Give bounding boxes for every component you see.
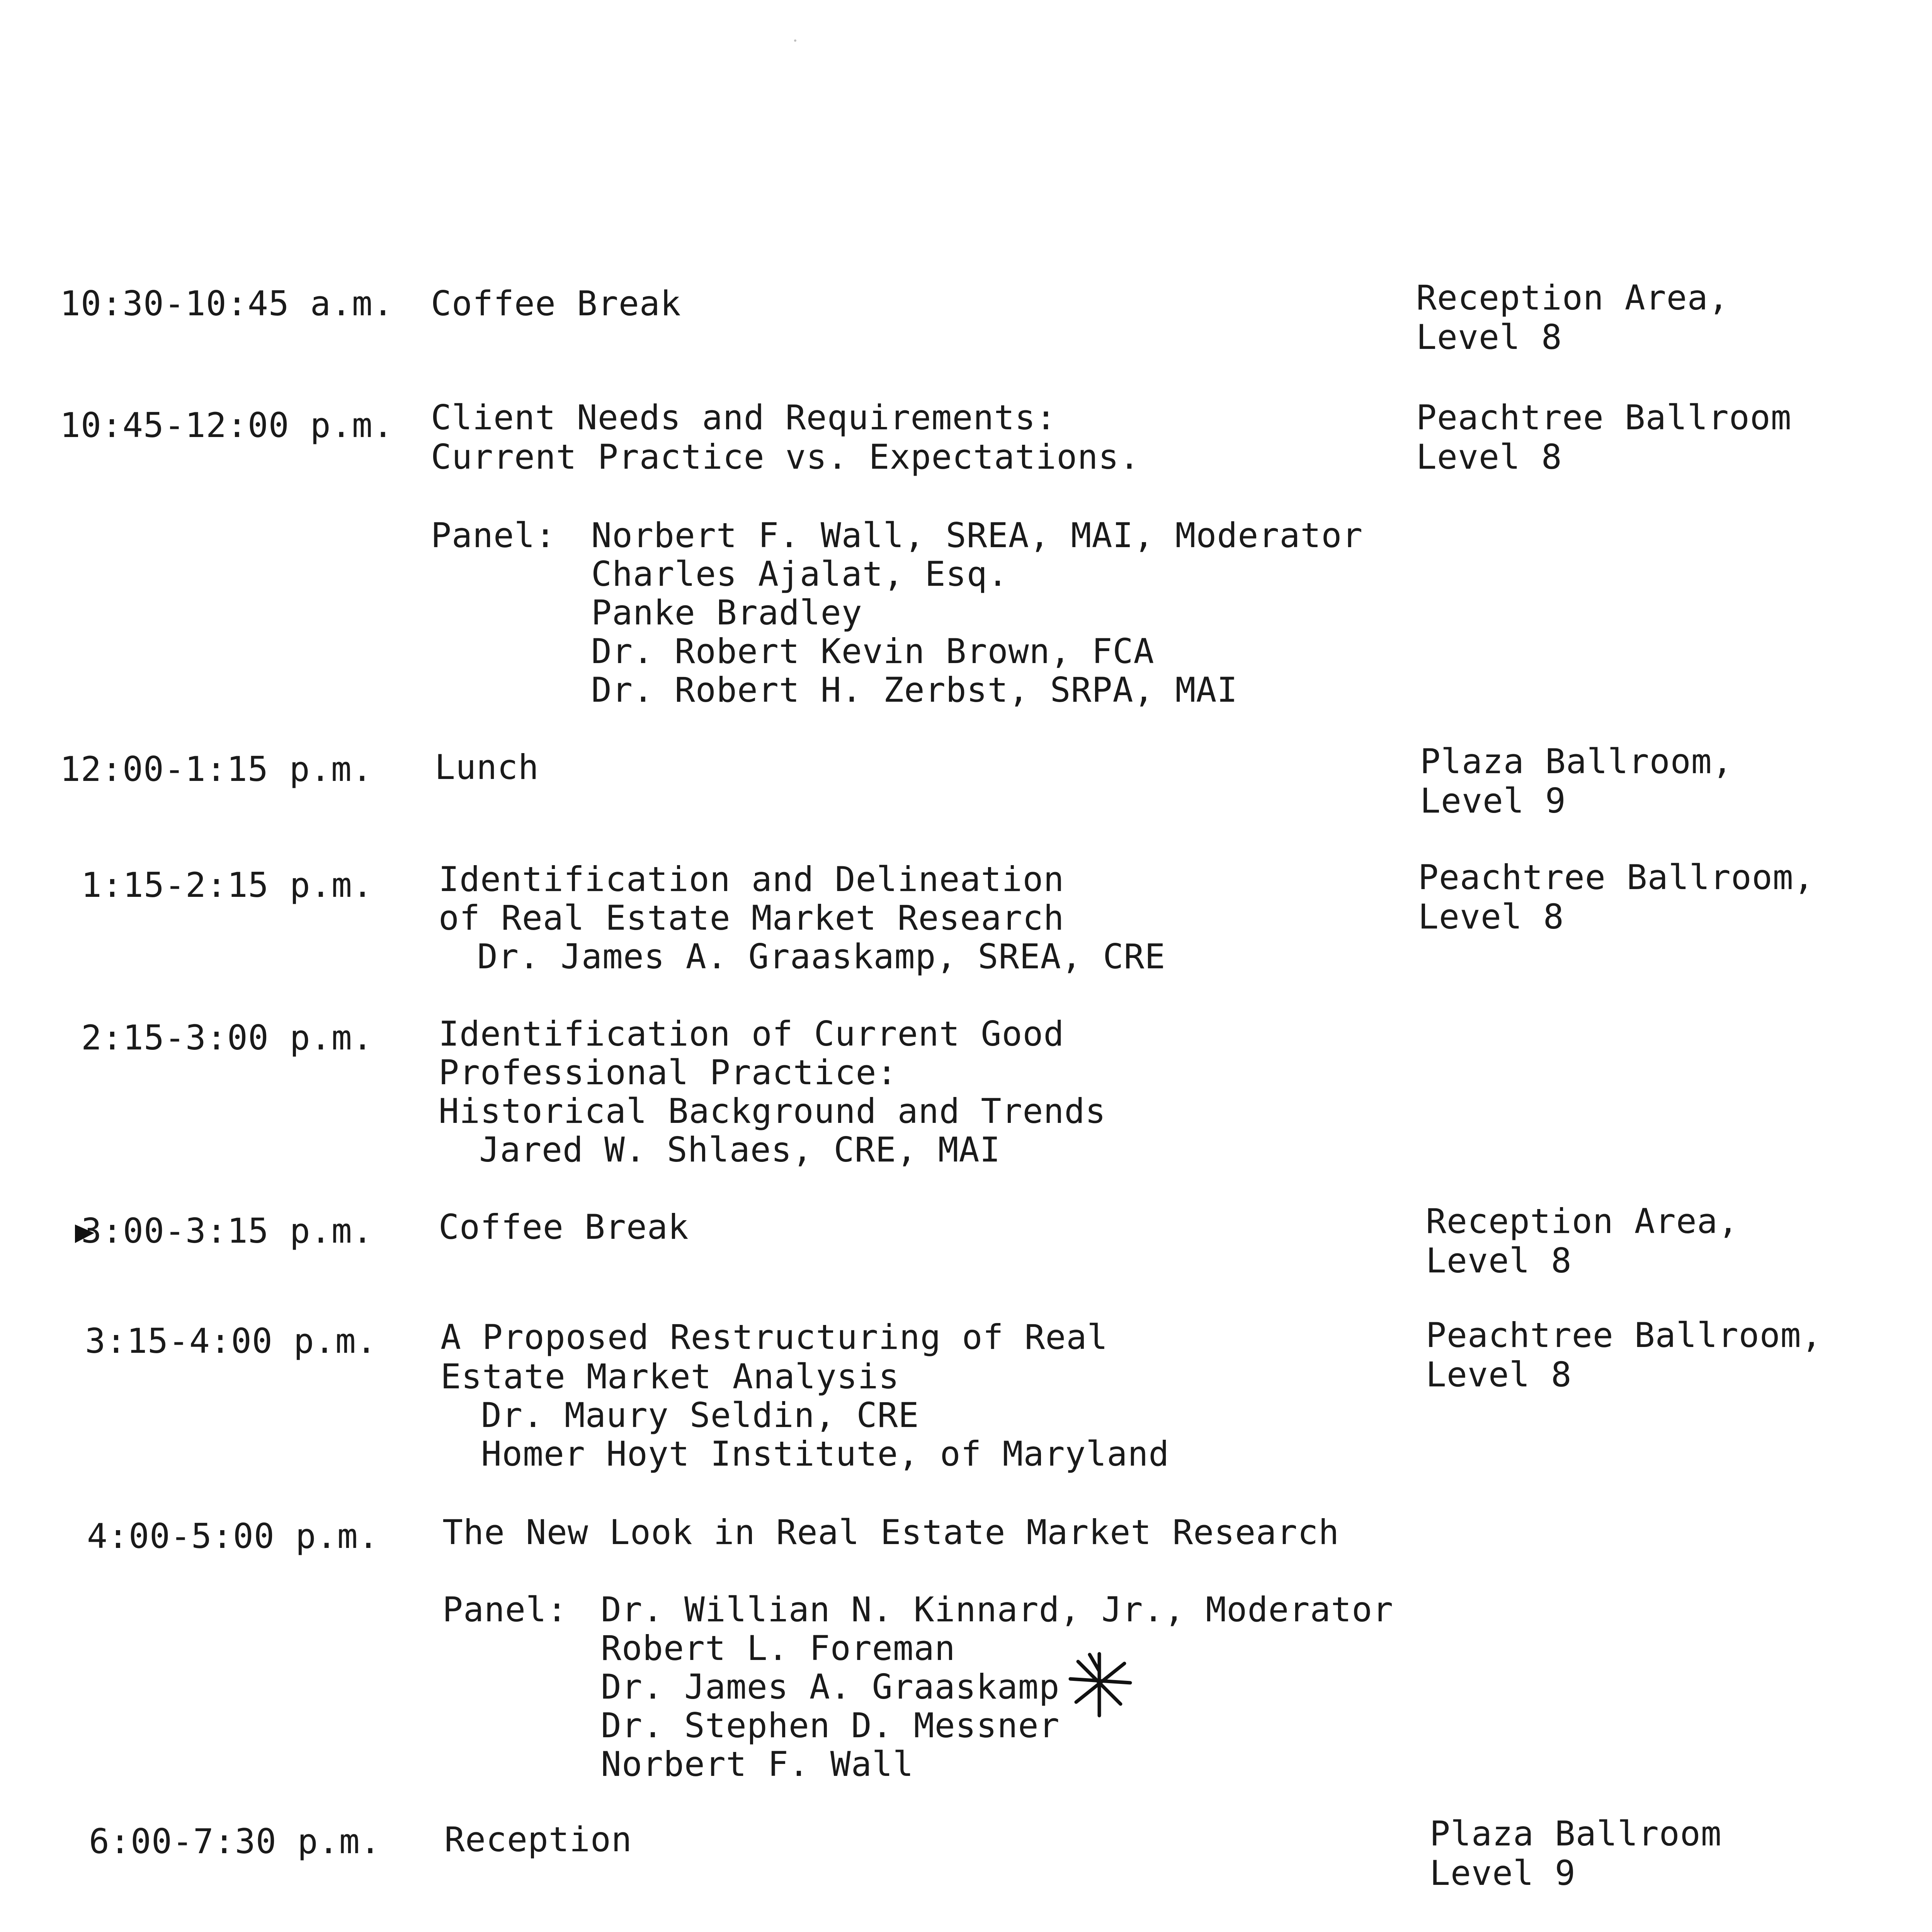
panelist-item-8-3: Dr. James A. Graaskamp [601, 1667, 1060, 1707]
event-item-7-line1: A Proposed Restructuring of Real [440, 1317, 1108, 1357]
location-item-3-line2: Level 9 [1420, 781, 1566, 821]
location-item-2-line2: Level 8 [1416, 437, 1562, 477]
time-item-4: 1:15-2:15 p.m. [81, 865, 373, 905]
event-item-9: Reception [444, 1820, 632, 1859]
panelist-item-8-1: Dr. Willian N. Kinnard, Jr., Moderator [601, 1590, 1394, 1629]
panelist-item-8-4: Dr. Stephen D. Messner [601, 1706, 1060, 1745]
speaker-item-5: Jared W. Shlaes, CRE, MAI [479, 1130, 1001, 1170]
location-item-4-line1: Peachtree Ballroom, [1418, 857, 1815, 897]
panelist-item-2-3: Panke Bradley [591, 593, 862, 633]
speaker-affiliation-item-7: Homer Hoyt Institute, of Maryland [481, 1434, 1170, 1474]
event-item-4-line2: of Real Estate Market Research [439, 898, 1065, 938]
time-item-2: 10:45-12:00 p.m. [60, 405, 394, 445]
location-item-4-line2: Level 8 [1418, 897, 1564, 937]
event-item-6: Coffee Break [439, 1207, 689, 1247]
speaker-item-4: Dr. James A. Graaskamp, SREA, CRE [477, 937, 1166, 976]
location-item-2-line1: Peachtree Ballroom [1416, 398, 1792, 437]
time-item-6: 3:00-3:15 p.m. [81, 1211, 373, 1251]
location-item-7-line2: Level 8 [1426, 1355, 1572, 1395]
time-item-8: 4:00-5:00 p.m. [87, 1516, 379, 1556]
time-item-5: 2:15-3:00 p.m. [81, 1018, 373, 1058]
event-item-4-line1: Identification and Delineation [439, 859, 1065, 899]
panelist-item-2-1: Norbert F. Wall, SREA, MAI, Moderator [591, 515, 1363, 555]
event-item-1: Coffee Break [431, 284, 681, 323]
location-item-1-line2: Level 8 [1416, 317, 1562, 357]
location-item-9-line2: Level 9 [1430, 1853, 1576, 1893]
time-item-3: 12:00-1:15 p.m. [60, 749, 373, 789]
location-item-3-line1: Plaza Ballroom, [1420, 742, 1733, 781]
location-item-7-line1: Peachtree Ballroom, [1426, 1315, 1822, 1355]
event-item-5-line2: Professional Practice: [439, 1053, 898, 1092]
event-item-8: The New Look in Real Estate Market Research [442, 1512, 1340, 1552]
event-item-2-line1: Client Needs and Requirements: [431, 398, 1057, 437]
panelist-item-8-5: Norbert F. Wall [601, 1744, 914, 1784]
stray-dot-mark [794, 39, 796, 42]
panelist-item-2-5: Dr. Robert H. Zerbst, SRPA, MAI [591, 670, 1238, 710]
event-item-3: Lunch [435, 747, 539, 787]
location-item-1-line1: Reception Area, [1416, 278, 1729, 318]
location-item-9-line1: Plaza Ballroom [1430, 1814, 1722, 1854]
panelist-item-2-4: Dr. Robert Kevin Brown, FCA [591, 631, 1155, 671]
time-item-1: 10:30-10:45 a.m. [60, 284, 394, 323]
location-item-6-line2: Level 8 [1426, 1241, 1572, 1281]
event-item-5-line3: Historical Background and Trends [439, 1091, 1106, 1131]
panelist-item-8-2: Robert L. Foreman [601, 1628, 956, 1668]
time-item-9: 6:00-7:30 p.m. [89, 1821, 381, 1861]
panel-label-item-8: Panel: [442, 1590, 568, 1629]
panel-label-item-2: Panel: [431, 515, 556, 555]
speaker-item-7: Dr. Maury Seldin, CRE [481, 1395, 919, 1435]
event-item-2-line2: Current Practice vs. Expectations. [431, 437, 1140, 477]
time-item-7: 3:15-4:00 p.m. [85, 1321, 377, 1361]
asterisk-icon [1066, 1650, 1132, 1719]
panelist-item-2-2: Charles Ajalat, Esq. [591, 554, 1009, 594]
location-item-6-line1: Reception Area, [1426, 1201, 1739, 1241]
event-item-7-line2: Estate Market Analysis [440, 1357, 900, 1396]
event-item-5-line1: Identification of Current Good [439, 1014, 1065, 1054]
